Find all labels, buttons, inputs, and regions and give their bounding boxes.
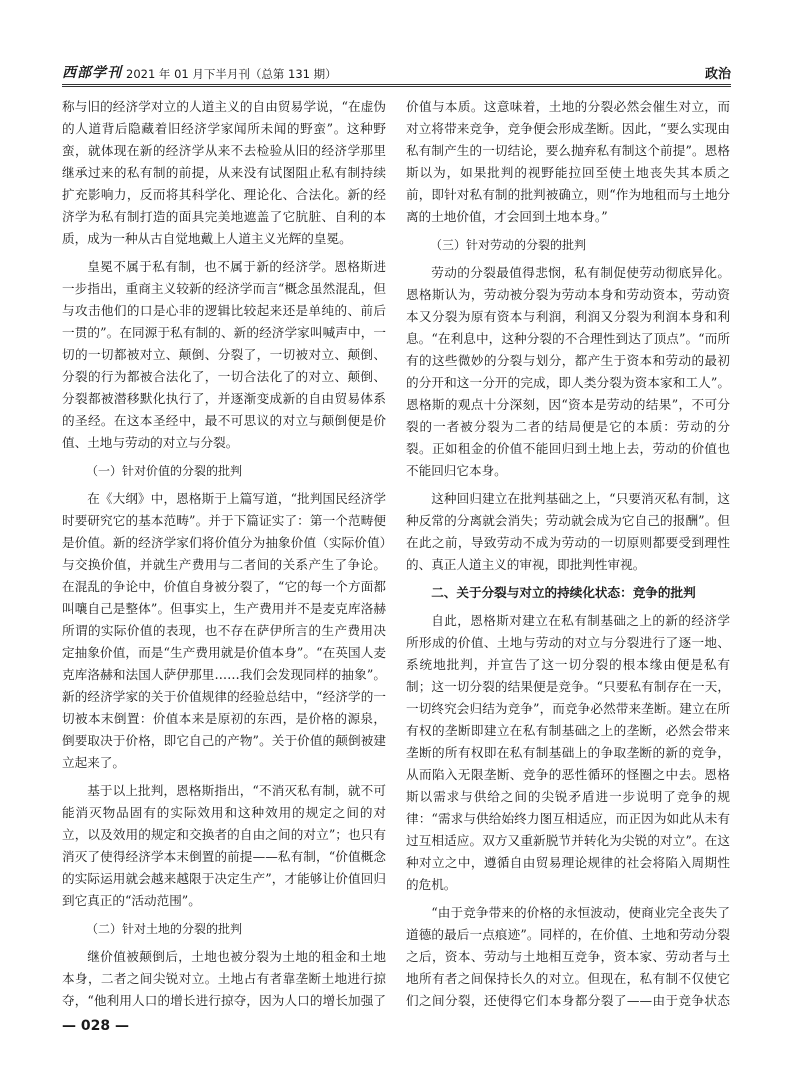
- journal-info: [62, 62, 337, 82]
- paragraph: “由于竞争带来的价格的永恒波动，使商业完全丧失了道德的最后一点痕迹”。同样的，在价值、土地和劳动分裂之后，资本、劳动与土地相互竞争，资本家、劳动者与土地所有者之间保持长久的对立。但现在，私有制不仅使它们之间分裂，还使得它们本身都分裂了——由于竞争状态: [406, 905, 730, 1008]
- journal-logo: 西部学刊: [62, 65, 122, 81]
- section-heading: 二、关于分裂与对立的持续化状态：竞争的批判: [431, 585, 696, 600]
- paragraph: 这种回归建立在批判基础之上，“只要消灭私有制，这种反常的分离就会消失；劳动就会成为它自己的报酬”。但在此之前，导致劳动不成为劳动的一切原则都要受到理性的、真正人道主义的审视，即批判性审视。: [406, 491, 730, 572]
- issue-info: 2021 年 01 月下半月刊（总第 131 期）: [126, 67, 337, 81]
- paragraph: 皇冕不属于私有制，也不属于新的经济学。恩格斯进一步指出，重商主义较新的经济学而言“概念虽然混乱，但与攻击他们的口是心非的逻辑比较起来还是单纯的、前后一贯的”。在同源于私有制的、新的经济学家叫喊声中，一切的一切都被对立、颠倒、分裂了，一切被对立、颠倒、分裂的行为都被合法化了，一切合法化了的对立、颠倒、分裂都被潜移默化执行了，并逐渐变成新的自由贸易体系的圣经。在这本圣经中，最不可思议的对立与颠倒便是价值、土地与劳动的对立与分裂。: [62, 259, 386, 450]
- paragraph: 劳动的分裂最值得悲悯，私有制促使劳动彻底异化。恩格斯认为，劳动被分裂为劳动本身和劳动资本，劳动资本又分裂为原有资本与利润，利润又分裂为利润本身和利息。“在利息中，这种分裂的不合理性到达了顶点”。“而所有的这些微妙的分裂与划分，都产生于资本和劳动的最初的分开和这一分开的完成，即人类分裂为资本家和工人”。恩格斯的观点十分深刻，因“资本是劳动的结果”，不可分裂的一者被分裂为二者的结局便是它的本质：劳动的分裂。正如租金的价值不能回归到土地上去，劳动的价值也不能回归它本身。: [406, 265, 730, 478]
- paragraph: 继价值被颠倒后，土地也被分裂为土地的租金和土地本身，二者之间尖锐对立。土地占有者靠垄断土地进行掠夺，“他利用人口的增长进行掠夺，因为人口的增长加强了: [62, 949, 386, 1008]
- right-column: [406, 96, 730, 1014]
- section-name: 政治: [704, 67, 731, 82]
- page-header: [62, 56, 731, 87]
- left-column: [62, 96, 386, 1014]
- paragraph: 基于以上批判，恩格斯指出，“不消灭私有制，就不可能消灭物品固有的实际效用和这种效用的规定之间的对立，以及效用的规定和交换者的自由之间的对立”；也只有消灭了使得经济学本末倒置的前提——私有制，“价值概念的实际运用就会越来越限于决定生产”，才能够让价值回归到它真正的“活动范围”。: [62, 783, 386, 908]
- subsection-heading: （一）针对价值的分裂的批判: [86, 464, 243, 478]
- page-number: — 028 —: [62, 1018, 129, 1034]
- paragraph: 价值与本质。这意味着，土地的分裂必然会催生对立，而对立将带来竞争，竞争便会形成垄断。因此，“要么实现由私有制产生的一切结论，要么抛弃私有制这个前提”。恩格斯以为，如果批判的视野能拉回至使土地丧失其本质之前，即针对私有制的批判被确立，则“作为地租而与土地分离的土地价值，才会回到土地本身。”: [406, 99, 730, 224]
- subsection-heading: （三）针对劳动的分裂的批判: [430, 238, 587, 252]
- paragraph: 自此，恩格斯对建立在私有制基础之上的新的经济学所形成的价值、土地与劳动的对立与分裂进行了逐一地、系统地批判，并宣告了这一切分裂的根本缘由便是私有制；这一切分裂的结果便是竞争。“只要私有制存在一天，一切终究会归结为竞争”，而竞争必然带来垄断。建立在所有权的垄断即建立在私有制基础之上的垄断，必然会带来垄断的所有权即在私有制基础上的争取垄断的新的竞争，从而陷入无限垄断、竞争的恶性循环的怪圈之中去。恩格斯以需求与供给之间的尖锐矛盾进一步说明了竞争的规律：“需求与供给始终力图互相适应，而正因为如此从未有过互相适应。双方又重新脱节并转化为尖锐的对立”。在这种对立之中，遵循自由贸易理论规律的社会将陷入周期性的危机。: [406, 613, 730, 892]
- subsection-heading: （二）针对土地的分裂的批判: [86, 922, 243, 936]
- paragraph: 在《大纲》中，恩格斯于上篇写道，“批判国民经济学时要研究它的基本范畴”。并于下篇证实了：第一个范畴便是价值。新的经济学家们将价值分为抽象价值（实际价值）与交换价值，并就生产费用与二者间的关系产生了争论。在混乱的争论中，价值自身被分裂了，“它的每一个方面都叫嚷自己是整体”。但事实上，生产费用并不是麦克库洛赫所谓的实际价值的表现，也不存在萨伊所言的生产费用决定抽象价值，而是“生产费用就是价值本身”。“在英国人麦克库洛赫和法国人萨伊那里……我们会发现同样的抽象”。新的经济学家的关于价值规律的经验总结中，“经济学的一切被本末倒置：价值本来是原初的东西，是价格的源泉，倒要取决于价格，即它自己的产物”。关于价值的颠倒被建立起来了。: [62, 491, 386, 770]
- article-body: [62, 96, 730, 1014]
- paragraph: 称与旧的经济学对立的人道主义的自由贸易学说，“在虚伪的人道背后隐藏着旧经济学家闻所未闻的野蛮”。这种野蛮，就体现在新的经济学从来不去检验从旧的经济学那里继承过来的私有制的前提，从来没有试图阻止私有制持续扩充影响力，反而将其科学化、理论化、合法化。新的经济学为私有制打造的面具完美地遮盖了它肮脏、自利的本质，成为一种从古自觉地戴上人道主义光辉的皇冕。: [62, 99, 386, 246]
